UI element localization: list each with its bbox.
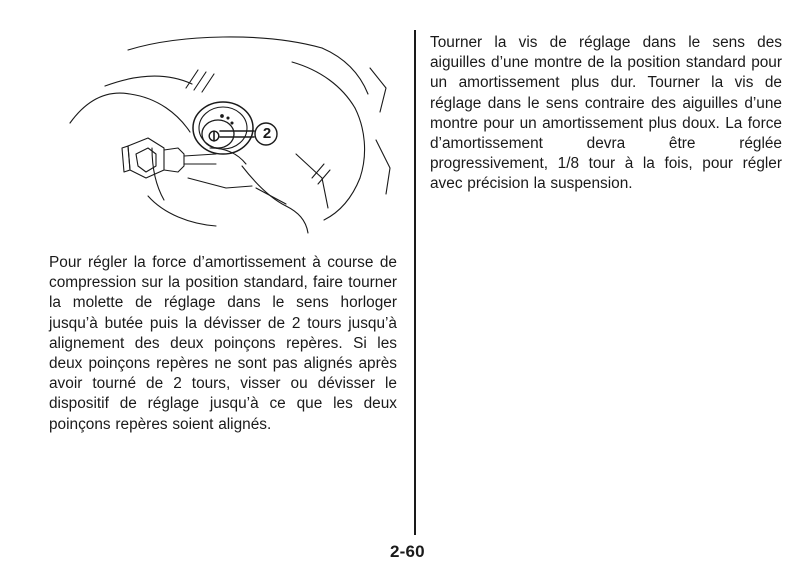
callout-label: 2: [262, 125, 272, 142]
column-divider: [414, 30, 416, 535]
damping-adjustment-direction-text: Tourner la vis de réglage dans le sens des aiguilles d’une montre de la position standard pour un amortissement plus dur. Tourner la vis de réglage dans le sens contraire des aiguilles d’une montre pour un amortissement plus doux. La force d’amortissement devra être réglée progressivement, 1/8 tour à la fois, pour régler avec précision la suspension.: [430, 34, 782, 193]
compression-damping-instructions: Pour régler la force d’amortissement à course de compression sur la position standard, faire tourner la molette de réglage dans le sens horloger jusqu’à butée puis la dévisser de 2 tours jusqu’à alignement des deux poinçons repères. Si les deux poinçons repères ne sont pas alignés après avoir tourné de 2 tours, visser ou dévisser le dispositif de réglage jusqu’à ce que les deux poinçons repères soient alignés.: [49, 254, 397, 433]
page-number: 2-60: [390, 542, 425, 561]
suspension-adjuster-illustration: [60, 28, 400, 238]
